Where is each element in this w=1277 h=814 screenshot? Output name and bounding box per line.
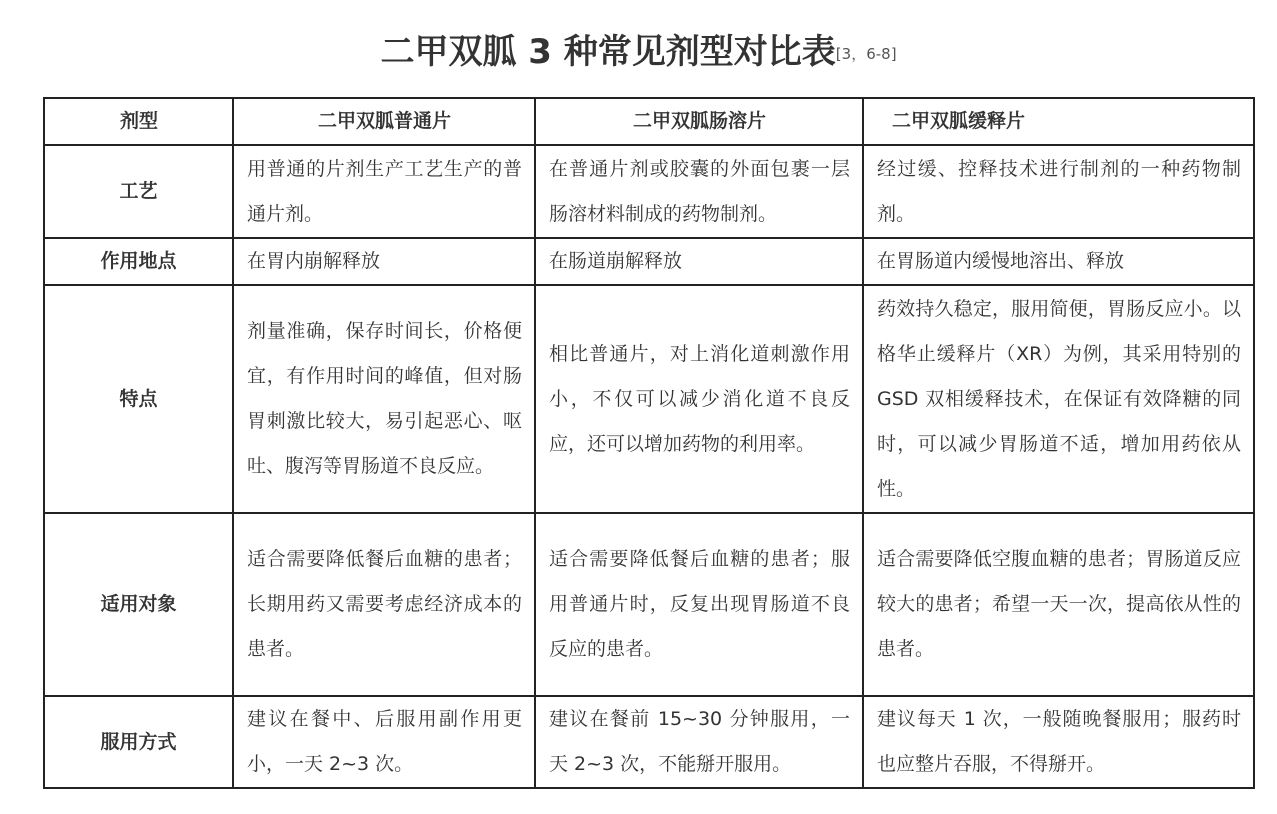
table-row-process [44, 145, 1254, 238]
table-row-site [44, 238, 1254, 285]
comparison-table [43, 97, 1255, 789]
table-row-target [44, 513, 1254, 696]
table-row-features [44, 285, 1254, 513]
cell-usage-extended: 建议每天 1 次，一般随晚餐服用；服药时也应整片吞服，不得掰开。 [863, 696, 1254, 788]
row-label-site: 作用地点 [44, 238, 233, 285]
cell-site-enteric: 在肠道崩解释放 [535, 238, 863, 285]
title-reference: [3，6-8] [835, 45, 897, 63]
header-dosage-form: 剂型 [44, 98, 233, 145]
cell-site-extended: 在胃肠道内缓慢地溶出、释放 [863, 238, 1254, 285]
cell-site-regular: 在胃内崩解释放 [233, 238, 535, 285]
cell-process-enteric: 在普通片剂或胶囊的外面包裹一层肠溶材料制成的药物制剂。 [535, 145, 863, 238]
cell-features-extended: 药效持久稳定，服用简便，胃肠反应小。以格华止缓释片（XR）为例，其采用特别的 GSD 双相缓释技术，在保证有效降糖的同时，可以减少胃肠道不适，增加用药依从性。 [863, 285, 1254, 513]
cell-usage-regular: 建议在餐中、后服用副作用更小，一天 2~3 次。 [233, 696, 535, 788]
row-label-target: 适用对象 [44, 513, 233, 696]
header-regular-tablet: 二甲双胍普通片 [233, 98, 535, 145]
cell-process-regular: 用普通的片剂生产工艺生产的普通片剂。 [233, 145, 535, 238]
row-label-features: 特点 [44, 285, 233, 513]
row-label-process: 工艺 [44, 145, 233, 238]
cell-target-extended: 适合需要降低空腹血糖的患者；胃肠道反应较大的患者；希望一天一次，提高依从性的患者。 [863, 513, 1254, 696]
header-enteric-tablet: 二甲双胍肠溶片 [535, 98, 863, 145]
cell-features-regular: 剂量准确，保存时间长，价格便宜，有作用时间的峰值，但对肠胃刺激比较大，易引起恶心、呕吐、腹泻等胃肠道不良反应。 [233, 285, 535, 513]
cell-target-enteric: 适合需要降低餐后血糖的患者；服用普通片时，反复出现胃肠道不良反应的患者。 [535, 513, 863, 696]
row-label-usage: 服用方式 [44, 696, 233, 788]
cell-target-regular: 适合需要降低餐后血糖的患者；长期用药又需要考虑经济成本的患者。 [233, 513, 535, 696]
title-text: 二甲双胍 3 种常见剂型对比表 [380, 32, 836, 72]
page-title [0, 28, 1277, 76]
table-row-usage [44, 696, 1254, 788]
cell-usage-enteric: 建议在餐前 15~30 分钟服用，一天 2~3 次，不能掰开服用。 [535, 696, 863, 788]
cell-process-extended: 经过缓、控释技术进行制剂的一种药物制剂。 [863, 145, 1254, 238]
header-extended-release-tablet: 二甲双胍缓释片 [863, 98, 1254, 145]
header-row [44, 98, 1254, 145]
cell-features-enteric: 相比普通片，对上消化道刺激作用小，不仅可以减少消化道不良反应，还可以增加药物的利用率。 [535, 285, 863, 513]
